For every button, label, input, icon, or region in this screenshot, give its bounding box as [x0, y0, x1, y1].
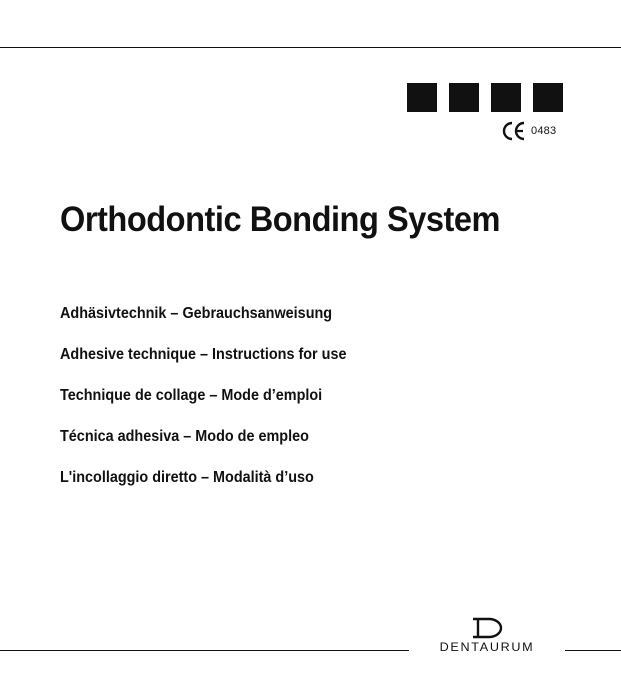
logo-d-icon: [411, 617, 563, 639]
footer-rule-right: [565, 650, 621, 651]
ce-mark: [502, 121, 556, 141]
square-blocks: [407, 83, 563, 112]
document-title: Orthodontic Bonding System: [60, 200, 500, 239]
black-square: [449, 83, 479, 112]
black-square: [533, 83, 563, 112]
footer: [0, 617, 621, 657]
logo-wordmark: DENTAURUM: [439, 640, 535, 654]
language-item-fr: Technique de collage – Mode d’emploi: [60, 387, 323, 404]
black-square: [407, 83, 437, 112]
language-item-es: Técnica adhesiva – Modo de empleo: [60, 428, 309, 445]
language-item-de: Adhäsivtechnik – Gebrauchsanweisung: [60, 305, 333, 322]
black-square: [491, 83, 521, 112]
language-list: [60, 303, 378, 508]
ce-notified-body-number: 0483: [531, 125, 557, 137]
language-item-it: L'incollaggio diretto – Modalità d’uso: [60, 469, 314, 486]
language-item-en: Adhesive technique – Instructions for use: [60, 346, 347, 363]
ce-icon: [502, 121, 526, 141]
footer-rule-left: [0, 650, 409, 651]
dentaurum-logo: [411, 617, 563, 654]
top-rule: [0, 47, 621, 48]
